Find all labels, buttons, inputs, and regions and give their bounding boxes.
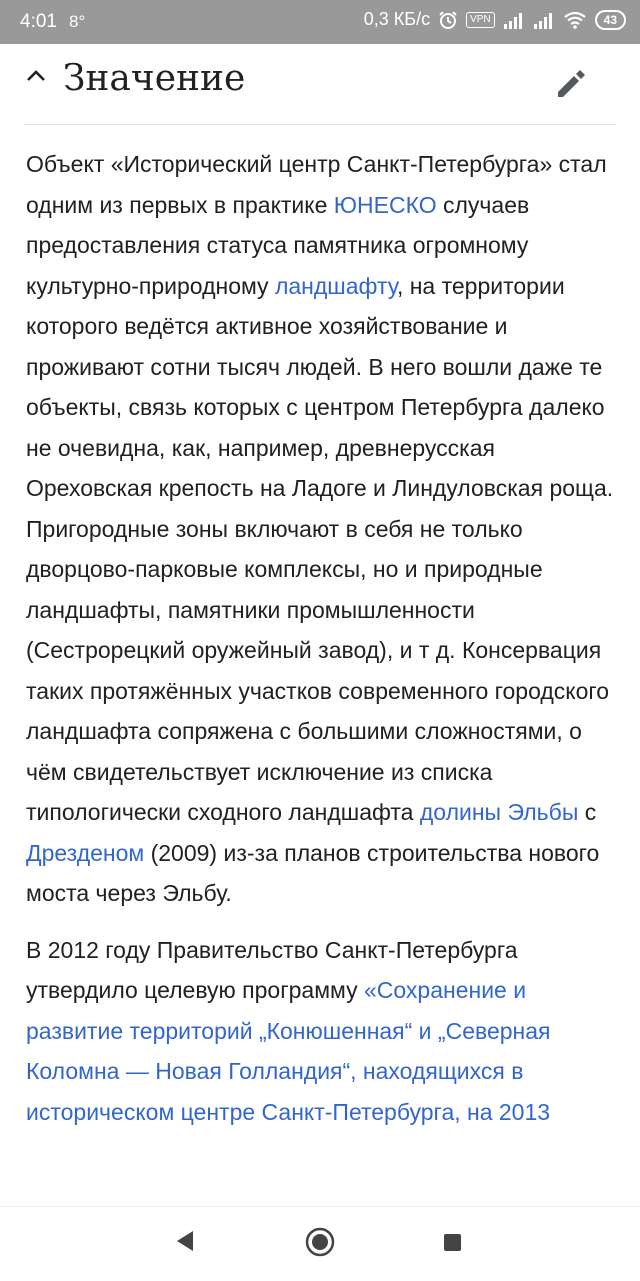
paragraph-1 — [26, 144, 618, 914]
header-divider — [24, 124, 616, 125]
system-nav-bar — [0, 1206, 640, 1281]
link-elbe-valley[interactable]: долины Эльбы — [419, 799, 579, 825]
text-span: с — [578, 799, 597, 825]
text-span: В 2012 году Правительство Санкт-Петербурга утвердило целевую программу — [26, 936, 518, 1003]
vpn-badge: VPN — [466, 12, 495, 28]
status-temperature: 8° — [68, 12, 86, 31]
link-landscape[interactable]: ландшафту — [274, 272, 397, 299]
chevron-up-icon[interactable] — [24, 64, 48, 88]
article-body — [26, 144, 618, 1148]
text-span: случаев предоставления статуса памятника огромному культурно-природному — [26, 191, 530, 299]
back-icon[interactable] — [175, 1230, 195, 1252]
signal-icon — [503, 11, 525, 29]
recent-apps-icon[interactable] — [444, 1234, 461, 1251]
link-dresden[interactable]: Дрезденом — [26, 839, 145, 866]
status-bar — [0, 0, 640, 44]
paragraph-2 — [26, 930, 618, 1133]
link-program[interactable]: «Сохранение и развитие территорий „Конюшенная“ и „Северная Коломна — Новая Голландия“, находящихся в историческом центре Санкт-Петербурга, на 2013 — [26, 977, 551, 1125]
wifi-icon — [563, 11, 587, 29]
home-icon[interactable] — [305, 1227, 335, 1257]
status-time: 4:01 — [20, 11, 57, 32]
signal-icon — [533, 11, 555, 29]
alarm-icon — [438, 10, 458, 30]
status-speed: 0,3 КБ/с — [363, 9, 431, 29]
text-span: (2009) из-за планов строительства нового моста через Эльбу. — [26, 839, 600, 906]
text-span: Объект «Исторический центр Санкт-Петербурга» стал одним из первых в практике — [26, 151, 607, 218]
section-title: Значение — [63, 58, 246, 99]
battery-indicator: 43 — [595, 10, 626, 30]
link-unesco[interactable]: ЮНЕСКО — [333, 191, 437, 218]
edit-pencil-icon[interactable] — [552, 62, 592, 102]
text-span: , на территории которого ведётся активное хозяйствование и проживают сотни тысяч людей. В него вошли даже те объекты, связь которых с центром Петербурга далеко не очевидна, как, например, древнерусская Ореховская крепость на Ладоге и Линдуловская роща. Пригородные зоны включают в себя не только дворцово-парковые комплексы, но и природные ландшафты, памятники промышленности (Сестрорецкий оружейный завод), и т д. Консервация таких протяжённых участков современного городского ландшафта сопряжена с большими сложностями, о чём свидетельствует исключение из списка типологически сходного ландшафта — [26, 272, 614, 825]
